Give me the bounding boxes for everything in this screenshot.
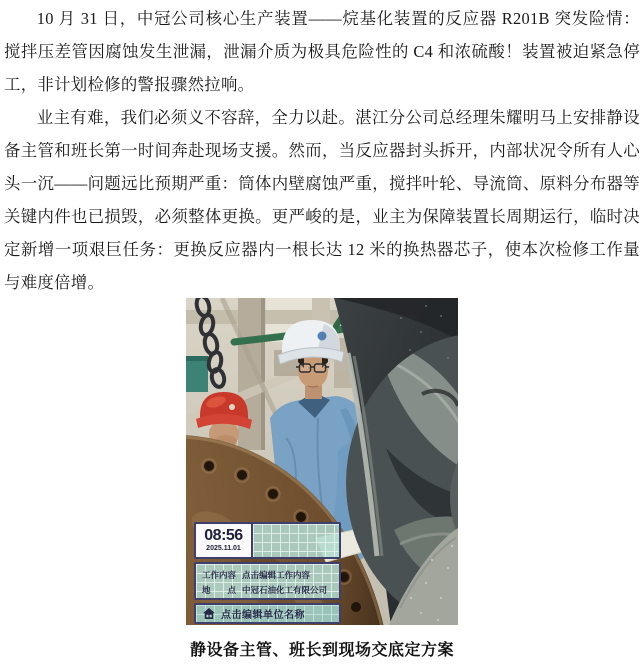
watermark-field-work — [202, 567, 339, 582]
watermark-date: 2025.11.01 — [206, 545, 241, 552]
watermark-grid-panel — [253, 524, 339, 557]
watermark-fields — [194, 562, 341, 600]
photo-caption: 静设备主管、班长到现场交底定方案 — [189, 642, 454, 659]
paragraph-1: 10 月 31 日，中冠公司核心生产装置——烷基化装置的反应器 R201B 突发险情：搅拌压差管因腐蚀发生泄漏，泄漏介质为极具危险性的 C4 和浓硫酸！装置被迫紧急停工，非计划检修的警报骤然拉响。 — [4, 9, 640, 94]
paragraph-2: 业主有难，我们必须义不容辞，全力以赴。湛江分公司总经理朱耀明马上安排静设备主管和班长第一时间奔赴现场支援。然而，当反应器封头拆开，内部状况令所有人心头一沉——问题远比预期严重：筒体内壁腐蚀严重，搅拌叶轮、导流筒、原料分布器等关键内件也已损毁，必须整体更换。更严峻的是，业主为保障装置长周期运行，临时决定新增一项艰巨任务：更换反应器内一根长达 12 米的换热器芯子，使本次检修工作量与难度倍增。 — [4, 108, 640, 292]
home-icon — [203, 608, 215, 619]
article-body — [0, 0, 644, 300]
watermark-field-value: 中冠石油化工有限公司 — [242, 584, 328, 595]
watermark-time-row — [194, 522, 341, 559]
scene-figure — [186, 298, 458, 660]
watermark-field-label: 地 点 — [202, 584, 237, 595]
watermark-field-location — [202, 582, 339, 597]
watermark-footer-text: 点击编辑单位名称 — [221, 610, 305, 621]
watermark-field-value: 点击编辑工作内容 — [242, 569, 311, 580]
watermark-time-box — [196, 524, 253, 557]
scene-photo — [186, 298, 458, 625]
watermark-field-label: 工作内容 — [202, 569, 237, 580]
watermark-time: 08:56 — [204, 527, 243, 544]
watermark-footer — [194, 603, 341, 624]
watermark-overlay — [194, 522, 341, 624]
